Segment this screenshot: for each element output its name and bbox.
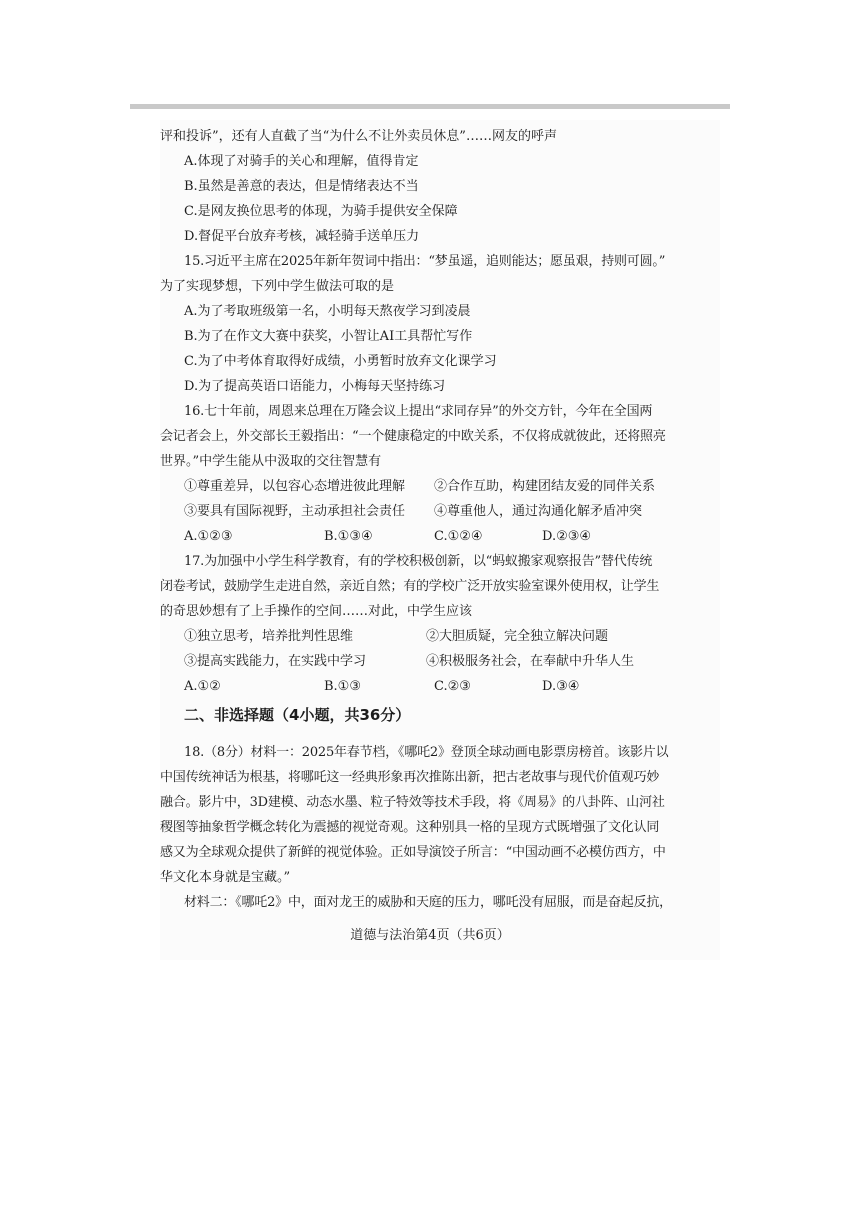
- q17-item-1: ①独立思考，培养批判性思维: [184, 629, 354, 644]
- q18-line-5: 感又为全球观众提供了新鲜的视觉体验。正如导演饺子所言：“中国动画不必模仿西方，中: [160, 845, 666, 860]
- q16-item-3: ③要具有国际视野，主动承担社会责任: [184, 504, 406, 519]
- q15-option-a: A.为了考取班级第一名，小明每天熬夜学习到凌晨: [184, 304, 471, 319]
- q17-stem-line-3: 的奇思妙想有了上手操作的空间……对此，中学生应该: [160, 604, 473, 619]
- q18-line-4: 稷图等抽象哲学概念转化为震撼的视觉奇观。这种别具一格的呈现方式既增强了文化认同: [160, 820, 660, 835]
- q17-choice-a: A.①②: [184, 679, 221, 694]
- q16-stem-line-1: 16.七十年前，周恩来总理在万隆会议上提出“求同存异”的外交方针，今年在全国两: [184, 404, 653, 419]
- q15-stem-line-1: 15.习近平主席在2025年新年贺词中指出：“梦虽遥，追则能达；愿虽艰，持则可圆。”: [184, 254, 666, 269]
- q16-item-1: ①尊重差异，以包容心态增进彼此理解: [184, 479, 406, 494]
- q16-stem-line-2: 会记者会上，外交部长王毅指出：“一个健康稳定的中欧关系，不仅将成就彼此，还将照亮: [160, 429, 666, 444]
- q16-item-4: ④尊重他人，通过沟通化解矛盾冲突: [434, 504, 643, 519]
- q15-option-d: D.为了提高英语口语能力，小梅每天坚持练习: [184, 379, 446, 394]
- q18-line-6: 华文化本身就是宝藏。”: [160, 870, 291, 885]
- q15-option-b: B.为了在作文大赛中获奖，小智让AI工具帮忙写作: [184, 329, 473, 344]
- q14-stem-tail: 评和投诉”，还有人直截了当“为什么不让外卖员休息”……网友的呼声: [160, 129, 557, 144]
- q16-choice-b: B.①③④: [324, 529, 373, 544]
- q16-choice-c: C.①②④: [434, 529, 483, 544]
- q14-option-a: A.体现了对骑手的关心和理解，值得肯定: [184, 154, 419, 169]
- q18-line-2: 中国传统神话为根基，将哪吒这一经典形象再次推陈出新，把古老故事与现代价值观巧妙: [160, 770, 660, 785]
- q14-option-b: B.虽然是善意的表达，但是情绪表达不当: [184, 179, 419, 194]
- q18-material-2: 材料二：《哪吒2》中，面对龙王的威胁和天庭的压力，哪吒没有屈服，而是奋起反抗，: [184, 895, 672, 910]
- q16-item-2: ②合作互助，构建团结友爱的同伴关系: [434, 479, 656, 494]
- page-footer: 道德与法治第4页（共6页）: [350, 928, 510, 943]
- q16-choice-d: D.②③④: [542, 529, 592, 544]
- q17-choice-c: C.②③: [434, 679, 471, 694]
- q18-line-1: 18.（8分）材料一：2025年春节档，《哪吒2》登顶全球动画电影票房榜首。该影片以: [184, 745, 669, 760]
- q17-stem-line-1: 17.为加强中小学生科学教育，有的学校积极创新，以“蚂蚁搬家观察报告”替代传统: [184, 554, 653, 569]
- q16-choice-a: A.①②③: [184, 529, 233, 544]
- top-rule: [130, 104, 730, 109]
- q14-option-d: D.督促平台放弃考核，减轻骑手送单压力: [184, 229, 420, 244]
- q14-option-c: C.是网友换位思考的体现，为骑手提供安全保障: [184, 204, 458, 219]
- q16-stem-line-3: 世界。”中学生能从中汲取的交往智慧有: [160, 454, 382, 469]
- q17-choice-b: B.①③: [324, 679, 361, 694]
- q17-choice-d: D.③④: [542, 679, 580, 694]
- q17-item-4: ④积极服务社会，在奉献中升华人生: [426, 654, 635, 669]
- q15-stem-line-2: 为了实现梦想，下列中学生做法可取的是: [160, 279, 395, 294]
- section-heading: 二、非选择题（4小题，共36分）: [184, 706, 411, 724]
- q17-stem-line-2: 闭卷考试，鼓励学生走进自然，亲近自然；有的学校广泛开放实验室课外使用权，让学生: [160, 579, 660, 594]
- q17-item-3: ③提高实践能力，在实践中学习: [184, 654, 367, 669]
- q18-line-3: 融合。影片中，3D建模、动态水墨、粒子特效等技术手段，将《周易》的八卦阵、山河社: [160, 795, 665, 810]
- q15-option-c: C.为了中考体育取得好成绩，小勇暂时放弃文化课学习: [184, 354, 497, 369]
- q17-item-2: ②大胆质疑，完全独立解决问题: [426, 629, 609, 644]
